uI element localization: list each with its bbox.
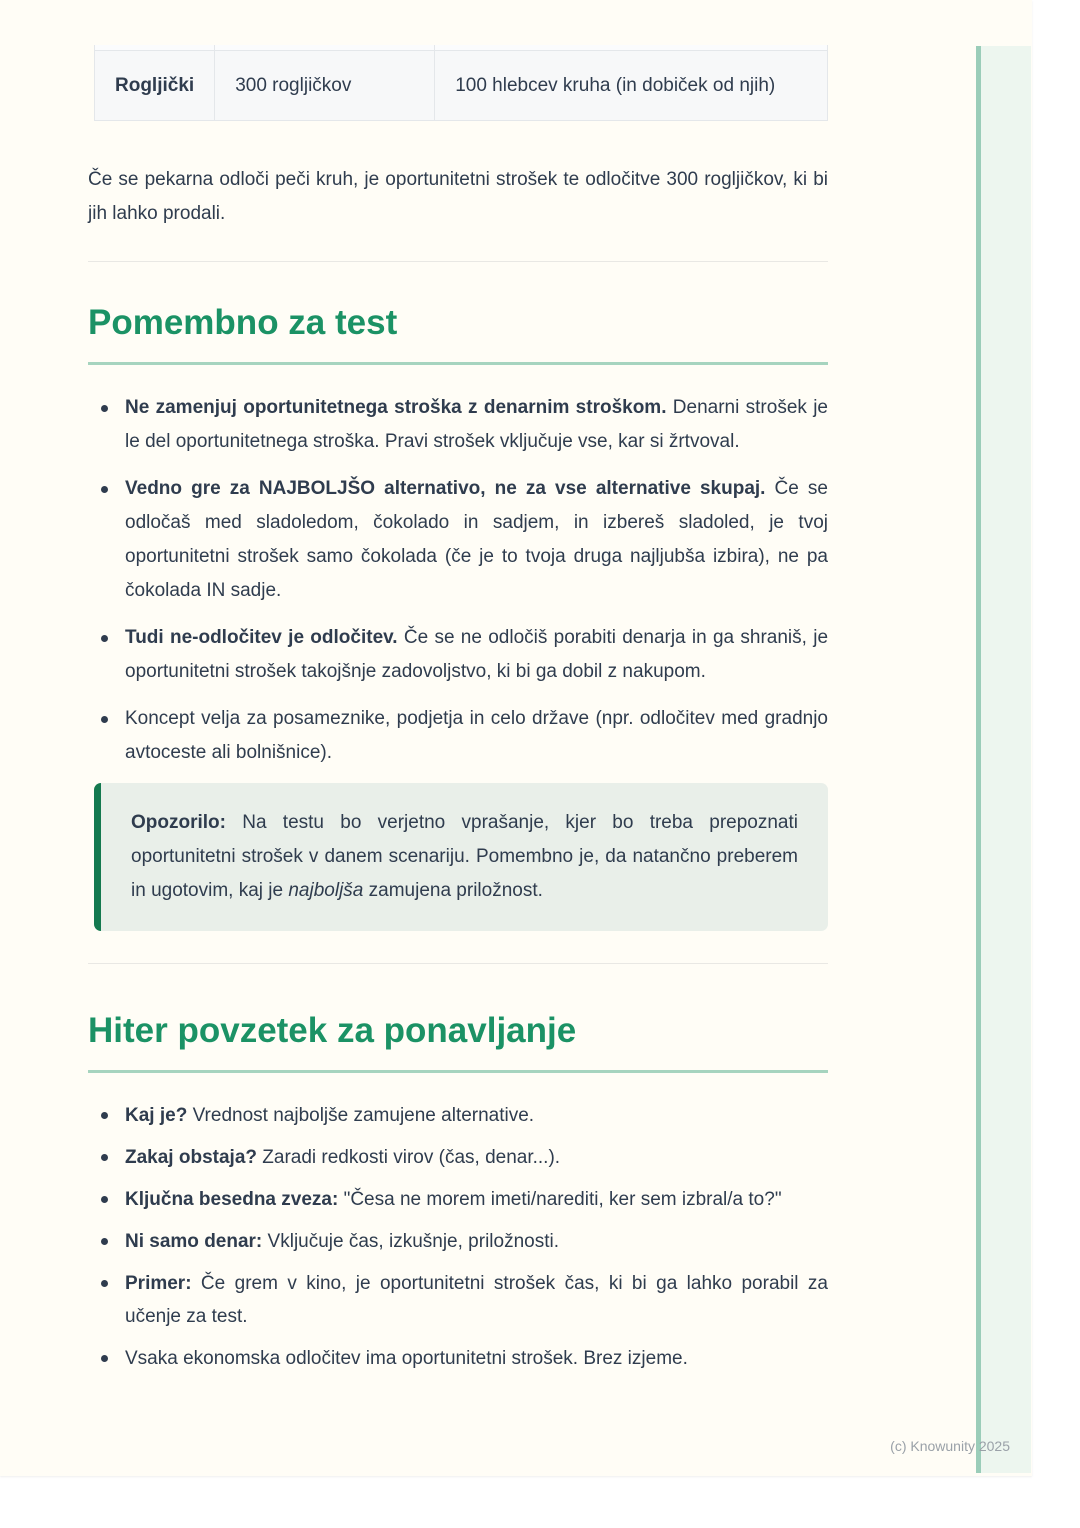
section-title-pomembno: Pomembno za test <box>88 300 828 365</box>
page-right-margin-strip <box>976 46 1031 1473</box>
comparison-table-clipped <box>94 45 828 127</box>
list-item <box>88 702 828 770</box>
list-item-lead: Kaj je? <box>125 1105 188 1126</box>
list-item <box>88 1099 828 1132</box>
list-item-text: Če se odločaš med sladoledom, čokolado in sadjem, in izbereš sladoled, je tvoj oportunitetni strošek samo čokolada (če je to tvoja druga najljubša izbira), ne pa čokolada IN sadje. <box>125 478 828 601</box>
callout-text-end: zamujena priložnost. <box>363 880 543 901</box>
list-item-lead: Zakaj obstaja? <box>125 1147 257 1168</box>
callout-text: Na testu bo verjetno vprašanje, kjer bo treba prepoznati oportunitetni strošek v danem scenariju. Pomembno je, da natančno preberem in ugotovim, kaj je <box>131 812 798 901</box>
warning-callout <box>94 783 828 931</box>
list-item-text: Vključuje čas, izkušnje, priložnosti. <box>262 1231 560 1252</box>
list-item <box>88 1183 828 1216</box>
list-item-text: Če grem v kino, je oportunitetni strošek čas, ki bi ga lahko porabil za učenje za test. <box>125 1273 828 1327</box>
list-item <box>88 1342 828 1375</box>
section-title-povzetek: Hiter povzetek za ponavljanje <box>88 1008 828 1073</box>
list-item <box>88 391 828 459</box>
list-item <box>88 621 828 689</box>
list-item-lead: Ne zamenjuj oportunitetnega stroška z denarnim stroškom. <box>125 397 667 418</box>
list-item-text: Koncept velja za posameznike, podjetja in celo države (npr. odločitev med gradnjo avtoceste ali bolnišnice). <box>125 708 828 763</box>
callout-label: Opozorilo: <box>131 812 226 833</box>
list-item <box>88 1141 828 1174</box>
important-list <box>88 391 828 770</box>
table-cell-product: Rogljički <box>95 51 215 121</box>
comparison-table <box>94 45 828 121</box>
list-item-lead: Ključna besedna zveza: <box>125 1189 339 1210</box>
section-divider <box>88 963 828 964</box>
list-item-text: Če se ne odločiš porabiti denarja in ga shraniš, je oportunitetni strošek takojšnje zadovoljstvo, ki bi ga dobil z nakupom. <box>125 627 829 682</box>
list-item <box>88 1225 828 1258</box>
table-cell-quantity: 300 rogljičkov <box>215 51 435 121</box>
list-item-lead: Primer: <box>125 1273 192 1294</box>
list-item-text: Denarni strošek je le del oportunitetnega stroška. Pravi strošek vključuje vse, kar si žrtvoval. <box>125 397 828 452</box>
copyright-watermark: (c) Knowunity 2025 <box>890 1438 1010 1454</box>
summary-list <box>88 1099 828 1375</box>
intro-paragraph: Če se pekarna odloči peči kruh, je oportunitetni strošek te odločitve 300 rogljičkov, ki bi jih lahko prodali. <box>88 169 828 224</box>
list-item-lead: Ni samo denar: <box>125 1231 263 1252</box>
table-cell-opportunity-cost: 100 hlebcev kruha (in dobiček od njih) <box>435 51 828 121</box>
table-row <box>95 51 828 121</box>
list-item-text: Vrednost najboljše zamujene alternative. <box>187 1105 535 1126</box>
list-item <box>88 1267 828 1333</box>
list-item <box>88 472 828 608</box>
section-divider <box>88 261 828 262</box>
list-item-text: "Česa ne morem imeti/narediti, ker sem izbral/a to?" <box>338 1189 782 1210</box>
page-content <box>88 0 828 1384</box>
callout-italic-text: najboljša <box>288 880 364 901</box>
list-item-lead: Vedno gre za NAJBOLJŠO alternativo, ne za vse alternative skupaj. <box>125 478 766 499</box>
list-item-text: Vsaka ekonomska odločitev ima oportunitetni strošek. Brez izjeme. <box>125 1348 688 1369</box>
list-item-text: Zaradi redkosti virov (čas, denar...). <box>257 1147 561 1168</box>
list-item-lead: Tudi ne-odločitev je odločitev. <box>125 627 398 648</box>
